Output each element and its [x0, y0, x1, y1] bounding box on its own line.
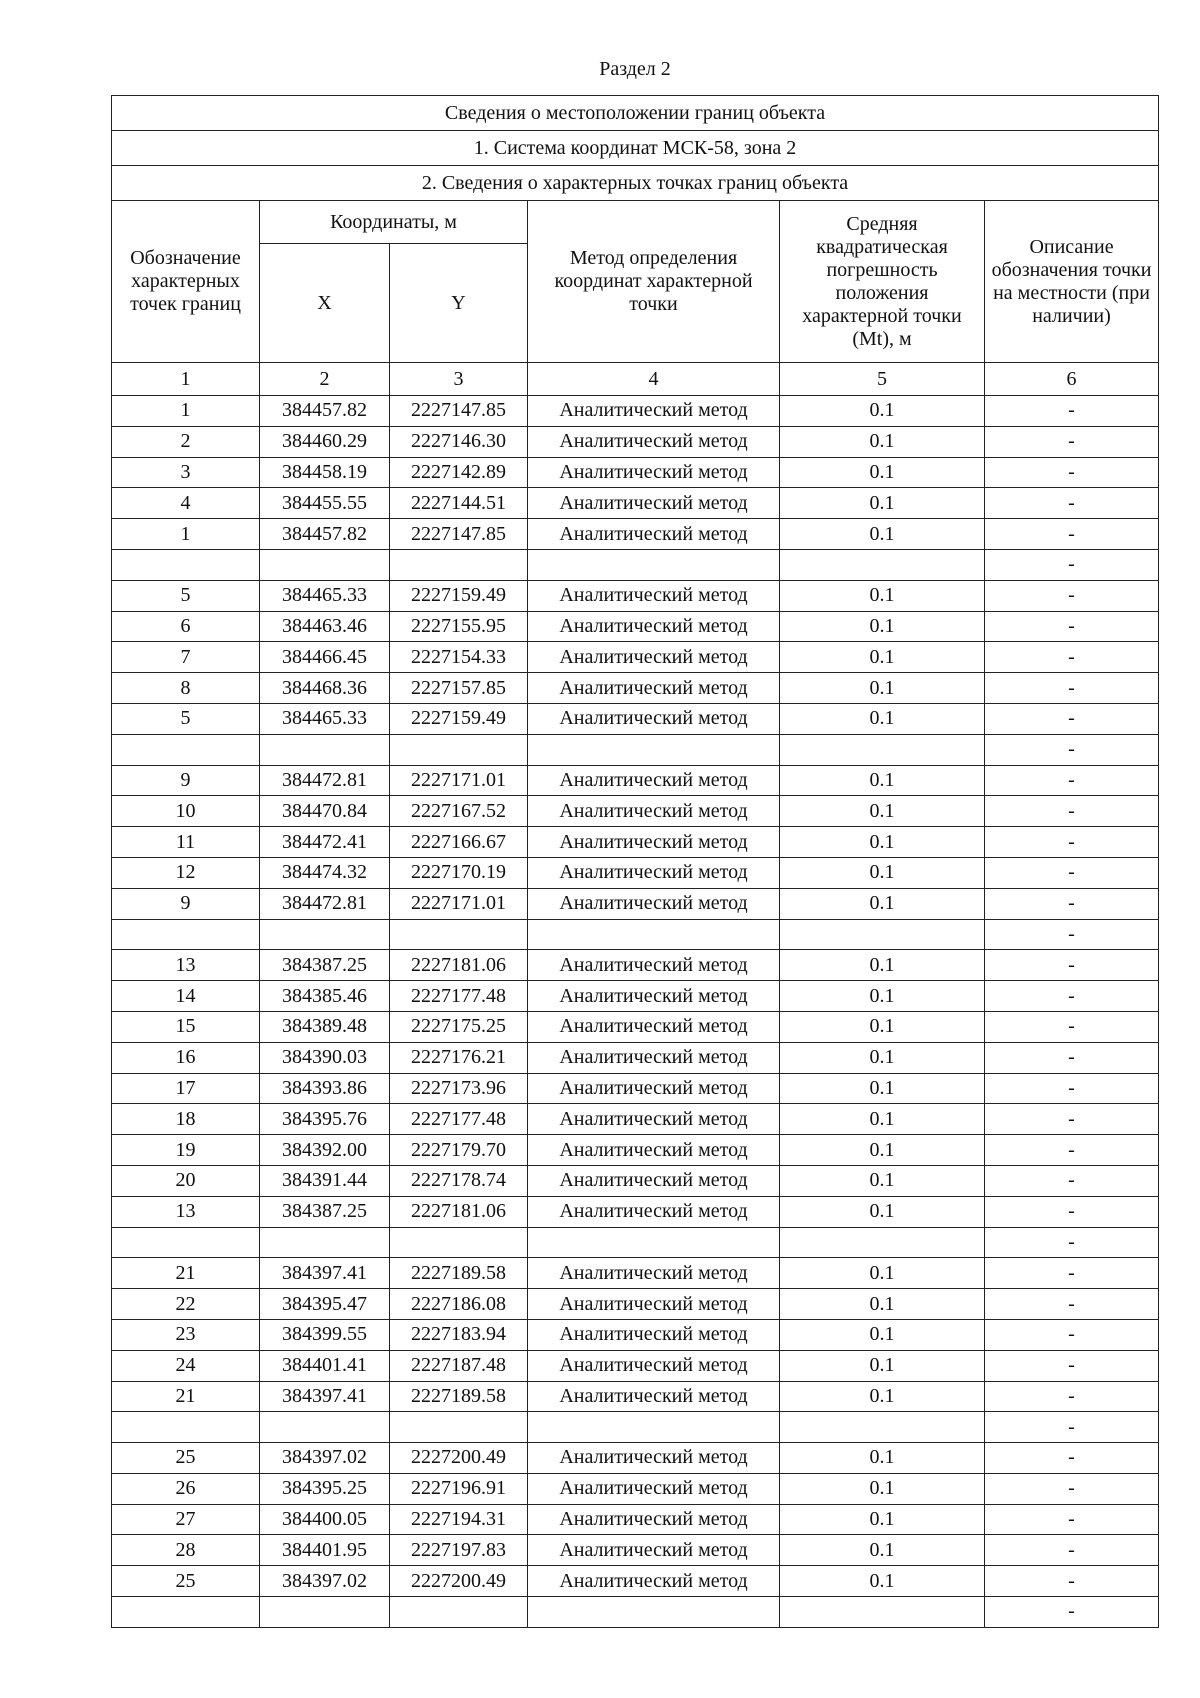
table-row	[112, 1412, 1159, 1443]
cell-y: 2227147.85	[390, 519, 528, 550]
cell-x: 384390.03	[260, 1042, 390, 1073]
cell-method: Аналитический метод	[528, 519, 780, 550]
cell-point: 18	[112, 1104, 260, 1135]
cell-y: 2227166.67	[390, 827, 528, 858]
cell-x: 384387.25	[260, 950, 390, 981]
cell-point: 13	[112, 950, 260, 981]
cell-y: 2227144.51	[390, 488, 528, 519]
cell-point: 20	[112, 1165, 260, 1196]
cell-x	[260, 1597, 390, 1628]
cell-description: -	[985, 981, 1159, 1012]
cell-x: 384401.95	[260, 1535, 390, 1566]
cell-y: 2227181.06	[390, 950, 528, 981]
cell-point	[112, 1597, 260, 1628]
column-number: 3	[390, 363, 528, 396]
coordinate-system: 1. Система координат МСК-58, зона 2	[112, 131, 1159, 166]
cell-x: 384466.45	[260, 642, 390, 673]
cell-description: -	[985, 1104, 1159, 1135]
cell-x: 384397.02	[260, 1566, 390, 1597]
cell-error: 0.1	[780, 1073, 985, 1104]
cell-description: -	[985, 457, 1159, 488]
table-row	[112, 1350, 1159, 1381]
cell-y: 2227173.96	[390, 1073, 528, 1104]
cell-point	[112, 549, 260, 580]
cell-description: -	[985, 580, 1159, 611]
cell-method: Аналитический метод	[528, 1042, 780, 1073]
cell-method: Аналитический метод	[528, 1443, 780, 1474]
cell-y: 2227177.48	[390, 1104, 528, 1135]
cell-error: 0.1	[780, 488, 985, 519]
cell-error: 0.1	[780, 1350, 985, 1381]
cell-x: 384458.19	[260, 457, 390, 488]
cell-error: 0.1	[780, 703, 985, 734]
cell-method: Аналитический метод	[528, 1196, 780, 1227]
cell-y: 2227197.83	[390, 1535, 528, 1566]
cell-error: 0.1	[780, 1042, 985, 1073]
header-x: X	[260, 244, 390, 363]
cell-y: 2227155.95	[390, 611, 528, 642]
table-row	[112, 827, 1159, 858]
cell-error: 0.1	[780, 396, 985, 427]
cell-x: 384389.48	[260, 1011, 390, 1042]
table-row	[112, 1504, 1159, 1535]
table-row	[112, 488, 1159, 519]
cell-x: 384457.82	[260, 396, 390, 427]
table-row	[112, 1289, 1159, 1320]
cell-point	[112, 1227, 260, 1258]
column-number: 5	[780, 363, 985, 396]
cell-y: 2227154.33	[390, 642, 528, 673]
cell-description: -	[985, 857, 1159, 888]
cell-y	[390, 734, 528, 765]
cell-method: Аналитический метод	[528, 1350, 780, 1381]
cell-y	[390, 1412, 528, 1443]
cell-x: 384455.55	[260, 488, 390, 519]
cell-error	[780, 919, 985, 950]
column-number: 2	[260, 363, 390, 396]
table-row	[112, 1566, 1159, 1597]
cell-method: Аналитический метод	[528, 580, 780, 611]
cell-error: 0.1	[780, 642, 985, 673]
cell-description: -	[985, 426, 1159, 457]
cell-point: 22	[112, 1289, 260, 1320]
cell-point: 8	[112, 673, 260, 704]
cell-x	[260, 734, 390, 765]
cell-point	[112, 734, 260, 765]
cell-point: 12	[112, 857, 260, 888]
cell-error	[780, 1227, 985, 1258]
cell-point: 26	[112, 1473, 260, 1504]
cell-x: 384474.32	[260, 857, 390, 888]
table-row	[112, 1165, 1159, 1196]
cell-method: Аналитический метод	[528, 1011, 780, 1042]
cell-y	[390, 1597, 528, 1628]
cell-x: 384460.29	[260, 426, 390, 457]
cell-y: 2227177.48	[390, 981, 528, 1012]
cell-y: 2227146.30	[390, 426, 528, 457]
table-row	[112, 888, 1159, 919]
table-row	[112, 1473, 1159, 1504]
cell-y: 2227178.74	[390, 1165, 528, 1196]
cell-point: 10	[112, 796, 260, 827]
cell-x: 384397.41	[260, 1381, 390, 1412]
table-row	[112, 1535, 1159, 1566]
table-row	[112, 519, 1159, 550]
cell-description: -	[985, 1319, 1159, 1350]
cell-point: 4	[112, 488, 260, 519]
cell-y: 2227157.85	[390, 673, 528, 704]
cell-error	[780, 1597, 985, 1628]
cell-point: 17	[112, 1073, 260, 1104]
column-number: 6	[985, 363, 1159, 396]
cell-description: -	[985, 549, 1159, 580]
cell-x: 384472.81	[260, 888, 390, 919]
cell-y: 2227186.08	[390, 1289, 528, 1320]
table-row	[112, 673, 1159, 704]
cell-description: -	[985, 1381, 1159, 1412]
cell-method: Аналитический метод	[528, 426, 780, 457]
cell-description: -	[985, 1073, 1159, 1104]
cell-description: -	[985, 1412, 1159, 1443]
cell-description: -	[985, 950, 1159, 981]
cell-error: 0.1	[780, 1104, 985, 1135]
table-row	[112, 1443, 1159, 1474]
table-title: Сведения о местоположении границ объекта	[112, 96, 1159, 131]
cell-error: 0.1	[780, 457, 985, 488]
cell-point: 9	[112, 888, 260, 919]
cell-x	[260, 549, 390, 580]
cell-error: 0.1	[780, 1165, 985, 1196]
cell-error: 0.1	[780, 1504, 985, 1535]
cell-method: Аналитический метод	[528, 857, 780, 888]
cell-description: -	[985, 1535, 1159, 1566]
cell-description: -	[985, 396, 1159, 427]
cell-point	[112, 1412, 260, 1443]
cell-method: Аналитический метод	[528, 457, 780, 488]
cell-y: 2227142.89	[390, 457, 528, 488]
table-row	[112, 703, 1159, 734]
cell-error: 0.1	[780, 857, 985, 888]
cell-method	[528, 1227, 780, 1258]
table-row	[112, 1258, 1159, 1289]
cell-y: 2227183.94	[390, 1319, 528, 1350]
cell-point: 24	[112, 1350, 260, 1381]
table-row	[112, 1227, 1159, 1258]
cell-y: 2227194.31	[390, 1504, 528, 1535]
cell-y	[390, 919, 528, 950]
cell-x: 384472.41	[260, 827, 390, 858]
cell-point: 7	[112, 642, 260, 673]
cell-x: 384387.25	[260, 1196, 390, 1227]
cell-method	[528, 734, 780, 765]
cell-description: -	[985, 1165, 1159, 1196]
cell-point	[112, 919, 260, 950]
cell-error: 0.1	[780, 981, 985, 1012]
cell-y: 2227200.49	[390, 1443, 528, 1474]
cell-x: 384397.41	[260, 1258, 390, 1289]
cell-method: Аналитический метод	[528, 1104, 780, 1135]
cell-x: 384465.33	[260, 703, 390, 734]
cell-error	[780, 1412, 985, 1443]
table-row	[112, 396, 1159, 427]
cell-x: 384395.25	[260, 1473, 390, 1504]
cell-error: 0.1	[780, 1381, 985, 1412]
cell-method: Аналитический метод	[528, 1535, 780, 1566]
cell-error	[780, 734, 985, 765]
table-row	[112, 1135, 1159, 1166]
cell-error	[780, 549, 985, 580]
cell-error: 0.1	[780, 1473, 985, 1504]
cell-error: 0.1	[780, 1566, 985, 1597]
cell-method: Аналитический метод	[528, 1289, 780, 1320]
cell-method: Аналитический метод	[528, 1381, 780, 1412]
cell-error: 0.1	[780, 1196, 985, 1227]
cell-error: 0.1	[780, 1289, 985, 1320]
cell-error: 0.1	[780, 426, 985, 457]
table-row	[112, 426, 1159, 457]
cell-error: 0.1	[780, 950, 985, 981]
cell-method	[528, 919, 780, 950]
cell-point: 25	[112, 1443, 260, 1474]
cell-point: 5	[112, 703, 260, 734]
column-numbers-row	[112, 363, 1159, 396]
cell-y: 2227187.48	[390, 1350, 528, 1381]
cell-description: -	[985, 642, 1159, 673]
cell-method: Аналитический метод	[528, 1165, 780, 1196]
cell-error: 0.1	[780, 1011, 985, 1042]
cell-x	[260, 1227, 390, 1258]
cell-description: -	[985, 703, 1159, 734]
table-row	[112, 1104, 1159, 1135]
header-y: Y	[390, 244, 528, 363]
cell-point: 1	[112, 519, 260, 550]
cell-method: Аналитический метод	[528, 765, 780, 796]
cell-point: 11	[112, 827, 260, 858]
cell-error: 0.1	[780, 611, 985, 642]
cell-y: 2227189.58	[390, 1258, 528, 1289]
cell-y: 2227200.49	[390, 1566, 528, 1597]
cell-description: -	[985, 1135, 1159, 1166]
cell-y: 2227175.25	[390, 1011, 528, 1042]
cell-y	[390, 1227, 528, 1258]
cell-x	[260, 1412, 390, 1443]
cell-method: Аналитический метод	[528, 1319, 780, 1350]
cell-error: 0.1	[780, 1319, 985, 1350]
cell-method: Аналитический метод	[528, 1504, 780, 1535]
cell-point: 3	[112, 457, 260, 488]
cell-x: 384400.05	[260, 1504, 390, 1535]
cell-point: 16	[112, 1042, 260, 1073]
cell-point: 1	[112, 396, 260, 427]
cell-point: 21	[112, 1258, 260, 1289]
cell-error: 0.1	[780, 519, 985, 550]
cell-x: 384472.81	[260, 765, 390, 796]
cell-y: 2227171.01	[390, 888, 528, 919]
cell-method: Аналитический метод	[528, 1258, 780, 1289]
cell-x: 384393.86	[260, 1073, 390, 1104]
cell-point: 14	[112, 981, 260, 1012]
cell-description: -	[985, 673, 1159, 704]
cell-method: Аналитический метод	[528, 611, 780, 642]
cell-description: -	[985, 1011, 1159, 1042]
cell-method: Аналитический метод	[528, 888, 780, 919]
table-row	[112, 549, 1159, 580]
cell-point: 2	[112, 426, 260, 457]
cell-x: 384457.82	[260, 519, 390, 550]
table-row	[112, 950, 1159, 981]
table-row	[112, 457, 1159, 488]
column-number: 4	[528, 363, 780, 396]
cell-point: 15	[112, 1011, 260, 1042]
cell-y: 2227181.06	[390, 1196, 528, 1227]
cell-description: -	[985, 519, 1159, 550]
cell-description: -	[985, 611, 1159, 642]
cell-error: 0.1	[780, 1258, 985, 1289]
cell-description: -	[985, 765, 1159, 796]
cell-method: Аналитический метод	[528, 703, 780, 734]
cell-x: 384468.36	[260, 673, 390, 704]
cell-method: Аналитический метод	[528, 1073, 780, 1104]
cell-y	[390, 549, 528, 580]
cell-point: 23	[112, 1319, 260, 1350]
cell-point: 27	[112, 1504, 260, 1535]
cell-point: 28	[112, 1535, 260, 1566]
table-row	[112, 734, 1159, 765]
cell-y: 2227167.52	[390, 796, 528, 827]
cell-description: -	[985, 1042, 1159, 1073]
table-row	[112, 857, 1159, 888]
cell-x: 384397.02	[260, 1443, 390, 1474]
table-row	[112, 611, 1159, 642]
header-method: Метод определения координат характерной точки	[528, 201, 780, 363]
cell-description: -	[985, 1443, 1159, 1474]
header-coords: Координаты, м	[260, 201, 528, 244]
cell-x: 384395.47	[260, 1289, 390, 1320]
cell-x: 384401.41	[260, 1350, 390, 1381]
header-error: Средняя квадратическая погрешность положения характерной точки (Mt), м	[780, 201, 985, 363]
cell-y: 2227179.70	[390, 1135, 528, 1166]
cell-x: 384391.44	[260, 1165, 390, 1196]
cell-method	[528, 1597, 780, 1628]
cell-error: 0.1	[780, 888, 985, 919]
cell-point: 9	[112, 765, 260, 796]
cell-error: 0.1	[780, 765, 985, 796]
cell-description: -	[985, 919, 1159, 950]
cell-description: -	[985, 1196, 1159, 1227]
column-number: 1	[112, 363, 260, 396]
cell-description: -	[985, 1473, 1159, 1504]
points-section-title: 2. Сведения о характерных точках границ объекта	[112, 166, 1159, 201]
cell-method: Аналитический метод	[528, 396, 780, 427]
table-row	[112, 580, 1159, 611]
cell-x: 384465.33	[260, 580, 390, 611]
section-title: Раздел 2	[599, 58, 671, 80]
cell-method: Аналитический метод	[528, 488, 780, 519]
cell-description: -	[985, 888, 1159, 919]
cell-description: -	[985, 796, 1159, 827]
cell-x: 384399.55	[260, 1319, 390, 1350]
cell-error: 0.1	[780, 1535, 985, 1566]
table-row	[112, 1011, 1159, 1042]
cell-y: 2227170.19	[390, 857, 528, 888]
cell-point: 13	[112, 1196, 260, 1227]
cell-description: -	[985, 1566, 1159, 1597]
cell-description: -	[985, 1504, 1159, 1535]
cell-method	[528, 549, 780, 580]
cell-error: 0.1	[780, 796, 985, 827]
table-row	[112, 981, 1159, 1012]
cell-error: 0.1	[780, 827, 985, 858]
cell-x	[260, 919, 390, 950]
cell-description: -	[985, 827, 1159, 858]
cell-method: Аналитический метод	[528, 673, 780, 704]
cell-description: -	[985, 1289, 1159, 1320]
table-row	[112, 919, 1159, 950]
table-row	[112, 1381, 1159, 1412]
cell-point: 21	[112, 1381, 260, 1412]
cell-description: -	[985, 488, 1159, 519]
cell-x: 384385.46	[260, 981, 390, 1012]
cell-method: Аналитический метод	[528, 1135, 780, 1166]
cell-point: 5	[112, 580, 260, 611]
cell-method: Аналитический метод	[528, 950, 780, 981]
cell-x: 384392.00	[260, 1135, 390, 1166]
cell-y: 2227196.91	[390, 1473, 528, 1504]
cell-description: -	[985, 1597, 1159, 1628]
table-row	[112, 1597, 1159, 1628]
table-row	[112, 1042, 1159, 1073]
cell-y: 2227159.49	[390, 580, 528, 611]
cell-description: -	[985, 734, 1159, 765]
cell-x: 384463.46	[260, 611, 390, 642]
table-row	[112, 642, 1159, 673]
cell-description: -	[985, 1350, 1159, 1381]
cell-method: Аналитический метод	[528, 796, 780, 827]
cell-point: 6	[112, 611, 260, 642]
cell-method: Аналитический метод	[528, 1566, 780, 1597]
cell-x: 384470.84	[260, 796, 390, 827]
cell-x: 384395.76	[260, 1104, 390, 1135]
cell-y: 2227189.58	[390, 1381, 528, 1412]
cell-error: 0.1	[780, 673, 985, 704]
cell-description: -	[985, 1227, 1159, 1258]
cell-error: 0.1	[780, 1443, 985, 1474]
cell-y: 2227171.01	[390, 765, 528, 796]
cell-point: 25	[112, 1566, 260, 1597]
cell-method	[528, 1412, 780, 1443]
table-row	[112, 1319, 1159, 1350]
table-row	[112, 796, 1159, 827]
cell-method: Аналитический метод	[528, 642, 780, 673]
table-row	[112, 1196, 1159, 1227]
cell-error: 0.1	[780, 1135, 985, 1166]
cell-method: Аналитический метод	[528, 981, 780, 1012]
cell-method: Аналитический метод	[528, 827, 780, 858]
cell-method: Аналитический метод	[528, 1473, 780, 1504]
table-row	[112, 1073, 1159, 1104]
cell-y: 2227176.21	[390, 1042, 528, 1073]
table-row	[112, 765, 1159, 796]
cell-description: -	[985, 1258, 1159, 1289]
header-description: Описание обозначения точки на местности (при наличии)	[985, 201, 1159, 363]
boundary-points-table	[111, 95, 1159, 1628]
cell-y: 2227147.85	[390, 396, 528, 427]
cell-error: 0.1	[780, 580, 985, 611]
cell-point: 19	[112, 1135, 260, 1166]
cell-y: 2227159.49	[390, 703, 528, 734]
header-point: Обозначение характерных точек границ	[112, 201, 260, 363]
